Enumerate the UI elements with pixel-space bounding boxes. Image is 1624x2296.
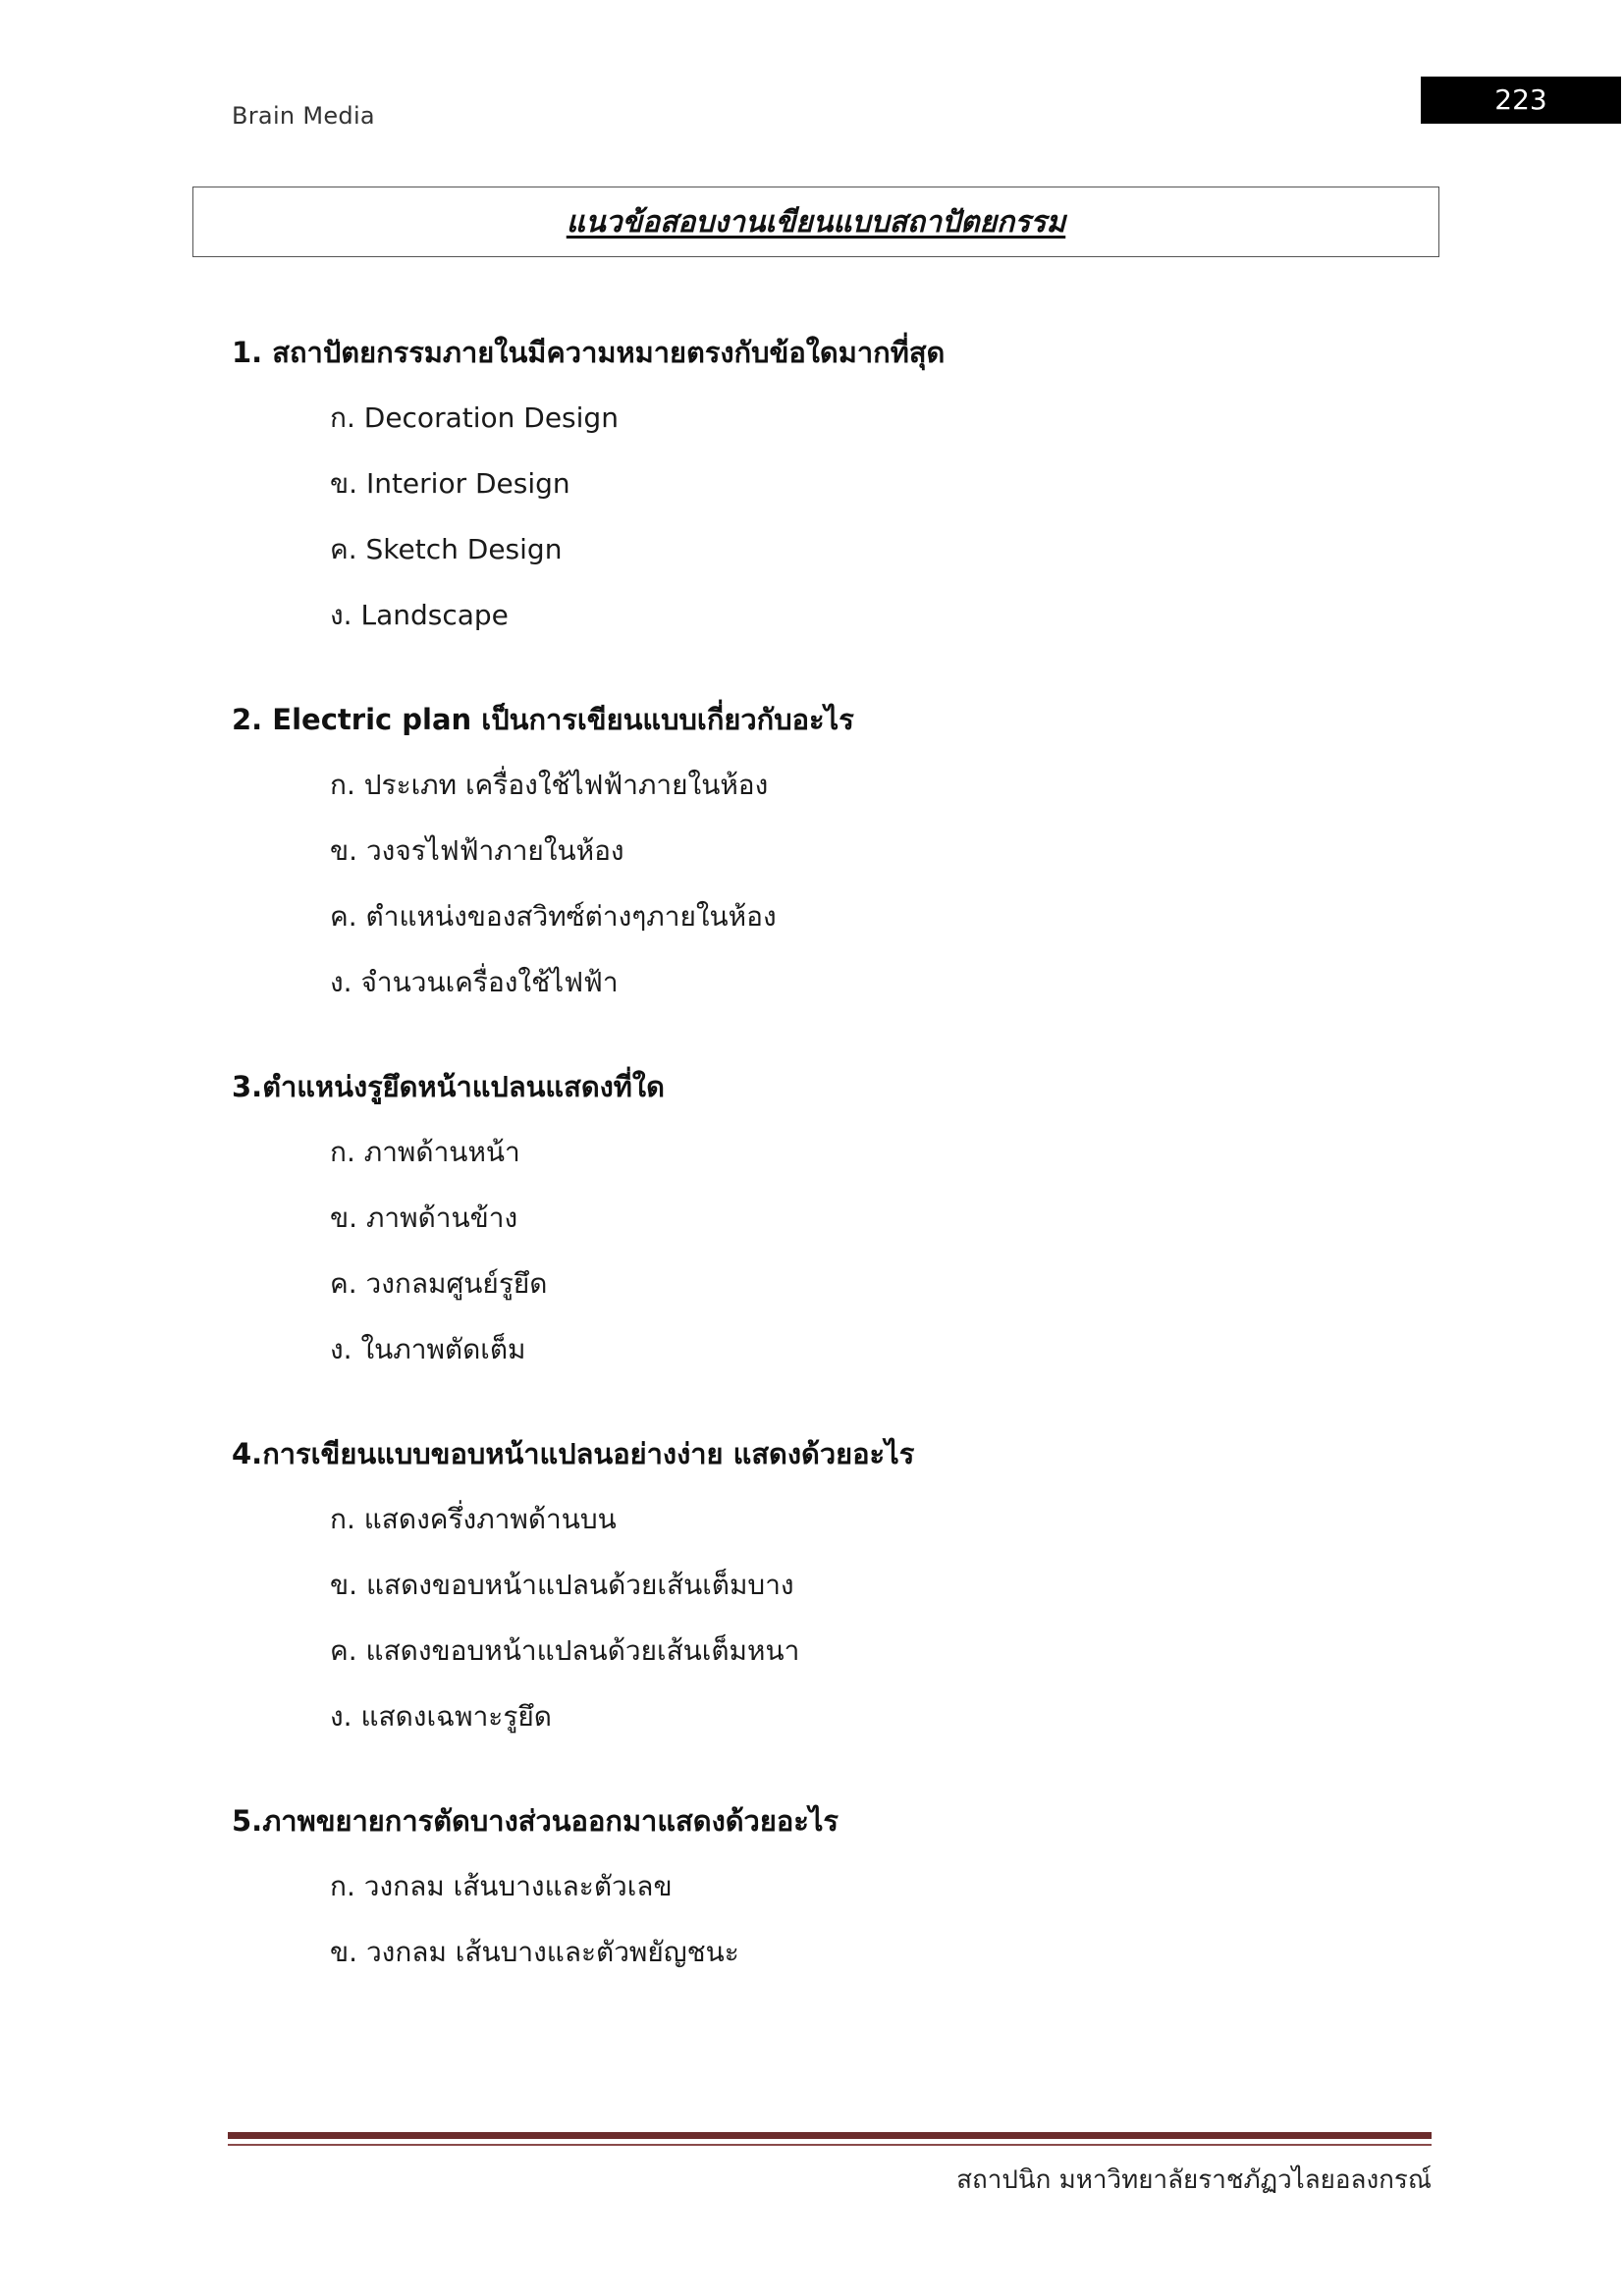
choice-d: ง. Landscape <box>330 599 509 631</box>
choice-c: ค. Sketch Design <box>330 533 563 565</box>
question-1 <box>232 332 1459 636</box>
choice-b: ข. ภาพด้านข้าง <box>330 1201 518 1234</box>
choice-b: ข. Interior Design <box>330 467 570 500</box>
choice-a: ก. ประเภท เครื่องใช้ไฟฟ้าภายในห้อง <box>330 769 769 801</box>
page-number: 223 <box>1421 77 1621 124</box>
question-text: 2. Electric plan เป็นการเขียนแบบเกี่ยวกับอะไร <box>232 703 854 736</box>
question-text: 5.ภาพขยายการตัดบางส่วนออกมาแสดงด้วยอะไร <box>232 1804 839 1838</box>
footer-divider <box>228 2132 1432 2139</box>
choice-d: ง. แสดงเฉพาะรูยึด <box>330 1700 552 1733</box>
choice-a: ก. แสดงครึ่งภาพด้านบน <box>330 1503 617 1535</box>
question-text: 1. สถาปัตยกรรมภายในมีความหมายตรงกับข้อใดมากที่สุด <box>232 336 946 369</box>
page-title: แนวข้อสอบงานเขียนแบบสถาปัตยกรรม <box>566 204 1066 240</box>
choice-a: ก. ภาพด้านหน้า <box>330 1136 520 1168</box>
header-brand: Brain Media <box>232 102 375 130</box>
question-3 <box>232 1066 1459 1370</box>
choice-d: ง. จำนวนเครื่องใช้ไฟฟ้า <box>330 966 619 998</box>
choice-a: ก. วงกลม เส้นบางและตัวเลข <box>330 1870 673 1902</box>
question-list <box>232 332 1459 2036</box>
question-text: 3.ตำแหน่งรูยึดหน้าแปลนแสดงที่ใด <box>232 1070 665 1103</box>
choice-b: ข. วงกลม เส้นบางและตัวพยัญชนะ <box>330 1936 739 1968</box>
choice-a: ก. Decoration Design <box>330 401 619 434</box>
question-2 <box>232 699 1459 1003</box>
title-box <box>192 187 1439 257</box>
choice-c: ค. ตำแหน่งของสวิทซ์ต่างๆภายในห้อง <box>330 900 777 933</box>
choice-c: ค. แสดงขอบหน้าแปลนด้วยเส้นเต็มหนา <box>330 1634 800 1667</box>
question-text: 4.การเขียนแบบขอบหน้าแปลนอย่างง่าย แสดงด้วยอะไร <box>232 1437 915 1470</box>
question-4 <box>232 1433 1459 1737</box>
footer-text: สถาปนิก มหาวิทยาลัยราชภัฏวไลยอลงกรณ์ <box>956 2165 1432 2195</box>
choice-c: ค. วงกลมศูนย์รูยึด <box>330 1267 548 1300</box>
choice-b: ข. แสดงขอบหน้าแปลนด้วยเส้นเต็มบาง <box>330 1569 794 1601</box>
question-5 <box>232 1800 1459 1973</box>
choice-d: ง. ในภาพตัดเต็ม <box>330 1333 526 1365</box>
footer-divider-thin <box>228 2144 1432 2146</box>
choice-b: ข. วงจรไฟฟ้าภายในห้อง <box>330 834 624 867</box>
